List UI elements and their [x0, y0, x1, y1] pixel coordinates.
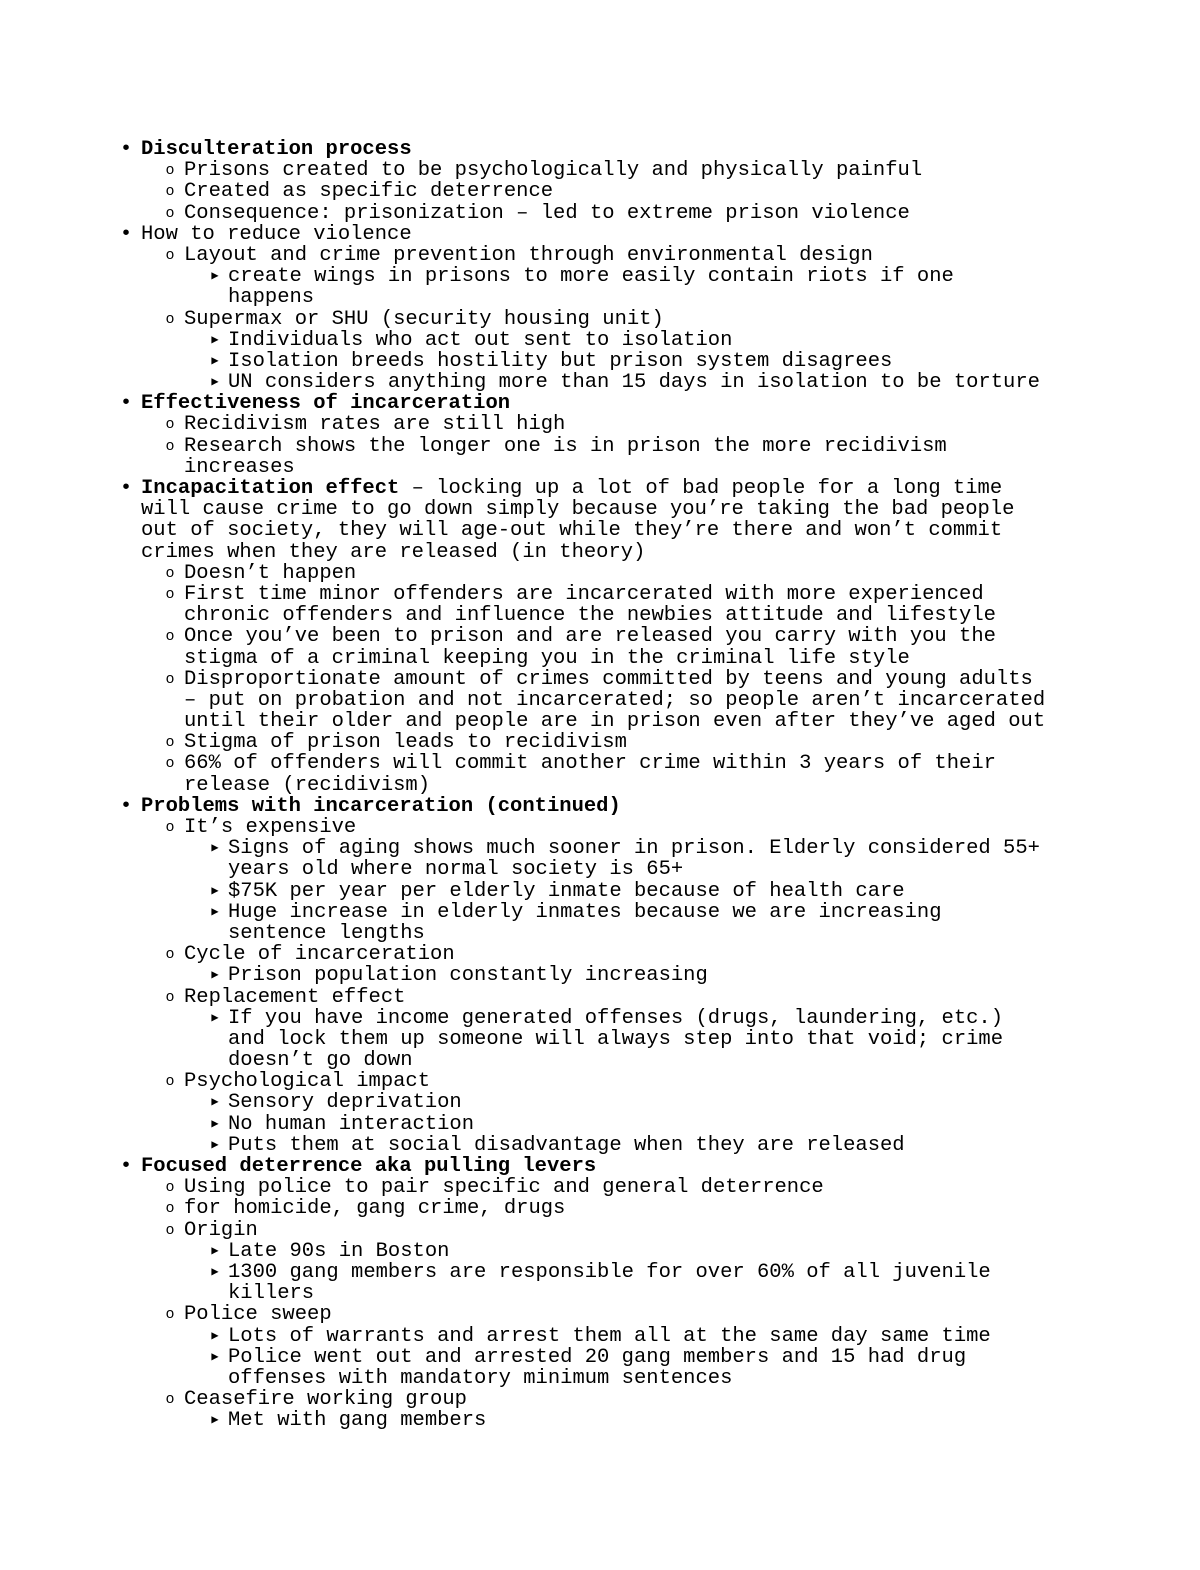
outline-line-level-3	[0, 1326, 1200, 1347]
text-segment: out of society, they will age-out while they’re there and won’t commit	[141, 519, 1003, 543]
outline-line-level-2	[0, 711, 1200, 732]
bold-heading-text: Incapacitation effect	[141, 477, 400, 500]
outline-line-level-2	[0, 436, 1200, 457]
text-segment: Late 90s in Boston	[228, 1239, 450, 1263]
outline-line-level-2	[0, 1198, 1200, 1219]
text-segment: UN considers anything more than 15 days in isolation to be torture	[228, 371, 1040, 395]
text-segment: doesn’t go down	[228, 1049, 413, 1073]
hollow-circle-bullet-icon: o	[165, 585, 175, 603]
triangle-bullet-icon: ▶	[211, 1137, 219, 1152]
outline-line-level-2	[0, 414, 1200, 435]
hollow-circle-bullet-icon: o	[165, 1073, 175, 1091]
outline-line-level-1	[0, 224, 1200, 245]
outline-line-level-3	[0, 1092, 1200, 1113]
bullet-icon: •	[119, 222, 133, 246]
line-text	[184, 245, 873, 266]
text-segment: Met with gang members	[228, 1409, 487, 1433]
line-text	[228, 1050, 413, 1071]
line-text	[184, 181, 553, 202]
hollow-circle-bullet-icon: o	[165, 628, 175, 646]
line-text	[141, 542, 645, 563]
text-segment: Research shows the longer one is in prison the more recidivism	[184, 434, 947, 458]
outline-line-level-1	[0, 796, 1200, 817]
triangle-bullet-icon: ▶	[211, 904, 219, 919]
line-text	[141, 520, 1002, 541]
triangle-bullet-icon: ▶	[211, 1264, 219, 1279]
hollow-circle-bullet-icon: o	[165, 1179, 175, 1197]
line-text	[141, 139, 412, 160]
line-text	[184, 1177, 824, 1198]
line-text	[184, 690, 1045, 711]
bullet-icon: •	[119, 138, 133, 161]
outline-line-level-3	[0, 287, 1200, 308]
hollow-circle-bullet-icon: o	[165, 416, 175, 434]
hollow-circle-bullet-icon: o	[165, 162, 175, 180]
bold-heading-text: Effectiveness of incarceration	[141, 392, 511, 416]
outline-line-level-2	[0, 626, 1200, 647]
line-text	[141, 796, 621, 817]
triangle-bullet-icon: ▶	[211, 1349, 219, 1364]
line-text	[228, 351, 892, 372]
text-segment: until their older and people are in prison even after they’ve aged out	[184, 710, 1046, 734]
text-segment: 1300 gang members are responsible for over 60% of all juvenile	[228, 1260, 991, 1284]
triangle-bullet-icon: ▶	[211, 332, 219, 347]
line-text	[184, 732, 627, 753]
outline-line-level-2	[0, 817, 1200, 838]
line-text	[228, 902, 942, 923]
line-text	[184, 160, 922, 181]
triangle-bullet-icon: ▶	[211, 1328, 219, 1343]
text-segment: No human interaction	[228, 1112, 475, 1136]
outline-line-level-1	[0, 542, 1200, 563]
hollow-circle-bullet-icon: o	[165, 204, 175, 222]
outline-line-level-3	[0, 330, 1200, 351]
text-segment: increases	[184, 455, 295, 479]
line-text	[184, 669, 1033, 690]
outline-line-level-2	[0, 944, 1200, 965]
outline-line-level-2	[0, 1389, 1200, 1410]
text-segment: Police went out and arrested 20 gang members and 15 had drug	[228, 1345, 967, 1369]
hollow-circle-bullet-icon: o	[165, 183, 175, 201]
line-text	[184, 648, 910, 669]
text-segment: stigma of a criminal keeping you in the criminal life style	[184, 646, 910, 670]
line-text	[228, 287, 314, 308]
line-text	[228, 1092, 462, 1113]
outline-line-level-3	[0, 372, 1200, 393]
outline-line-level-2	[0, 605, 1200, 626]
text-segment: Ceasefire working group	[184, 1388, 467, 1412]
text-segment: sentence lengths	[228, 921, 425, 945]
hollow-circle-bullet-icon: o	[165, 946, 175, 964]
text-segment: Prisons created to be psychologically and physically painful	[184, 159, 923, 183]
line-text	[228, 1008, 1003, 1029]
line-text	[141, 1156, 596, 1177]
outline-line-level-2	[0, 1071, 1200, 1092]
text-segment: for homicide, gang crime, drugs	[184, 1197, 566, 1221]
text-segment: chronic offenders and influence the newbies attitude and lifestyle	[184, 604, 996, 628]
hollow-circle-bullet-icon: o	[165, 1221, 175, 1239]
text-segment: 66% of offenders will commit another crime within 3 years of their	[184, 752, 996, 776]
outline-line-level-2	[0, 1220, 1200, 1241]
text-segment: create wings in prisons to more easily contain riots if one	[228, 265, 954, 289]
line-text	[141, 478, 1002, 499]
outline-line-level-3	[0, 902, 1200, 923]
line-text	[184, 1304, 332, 1325]
outline-line-level-3	[0, 1050, 1200, 1071]
hollow-circle-bullet-icon: o	[165, 988, 175, 1006]
line-text	[228, 859, 683, 880]
line-text	[141, 224, 412, 245]
text-segment: Puts them at social disadvantage when they are released	[228, 1133, 905, 1157]
line-text	[228, 1326, 991, 1347]
outline-line-level-3	[0, 838, 1200, 859]
outline-line-level-3	[0, 1410, 1200, 1431]
text-segment: First time minor offenders are incarcerated with more experienced	[184, 582, 984, 606]
text-segment: Disproportionate amount of crimes committed by teens and young adults	[184, 667, 1033, 691]
bullet-icon: •	[119, 1155, 133, 1178]
outline-line-level-2	[0, 584, 1200, 605]
outline-line-level-1	[0, 478, 1200, 499]
line-text	[228, 372, 1040, 393]
bullet-icon: •	[119, 477, 133, 500]
line-text	[141, 499, 1014, 520]
line-text	[184, 436, 947, 457]
hollow-circle-bullet-icon: o	[165, 819, 175, 836]
hollow-circle-bullet-icon: o	[165, 310, 175, 328]
text-segment: Consequence: prisonization – led to extreme prison violence	[184, 201, 910, 225]
line-text	[184, 711, 1045, 732]
triangle-bullet-icon: ▶	[211, 841, 219, 856]
text-segment: Sensory deprivation	[228, 1091, 462, 1115]
text-segment: Using police to pair specific and general deterrence	[184, 1176, 824, 1200]
text-segment: crimes when they are released (in theory)	[141, 540, 646, 564]
bold-heading-text: Focused deterrence aka pulling levers	[141, 1155, 597, 1178]
outline-line-level-3	[0, 1114, 1200, 1135]
outline-line-level-3	[0, 1241, 1200, 1262]
bold-heading-text: Disculteration process	[141, 138, 412, 161]
outline-line-level-2	[0, 1177, 1200, 1198]
line-text	[184, 605, 996, 626]
text-segment: – put on probation and not incarcerated; so people aren’t incarcerated	[184, 688, 1046, 712]
triangle-bullet-icon: ▶	[211, 1413, 219, 1428]
text-segment: release (recidivism)	[184, 773, 431, 797]
text-segment: Huge increase in elderly inmates because we are increasing	[228, 900, 942, 924]
line-text	[228, 266, 954, 287]
outline-line-level-3	[0, 1029, 1200, 1050]
outline-line-level-3	[0, 351, 1200, 372]
line-text	[184, 584, 984, 605]
text-segment: Recidivism rates are still high	[184, 413, 566, 437]
text-segment: offenses with mandatory minimum sentences	[228, 1366, 733, 1390]
hollow-circle-bullet-icon: o	[165, 670, 175, 688]
line-text	[184, 457, 295, 478]
outline-line-level-3	[0, 1347, 1200, 1368]
text-segment: If you have income generated offenses (drugs, laundering, etc.)	[228, 1006, 1004, 1030]
text-segment: happens	[228, 286, 315, 310]
triangle-bullet-icon: ▶	[211, 1010, 219, 1025]
line-text	[184, 203, 910, 224]
outline-line-level-2	[0, 753, 1200, 774]
outline-line-level-3	[0, 881, 1200, 902]
text-segment: Police sweep	[184, 1303, 332, 1327]
line-text	[228, 881, 905, 902]
bold-heading-text: Problems with incarceration (continued)	[141, 794, 621, 818]
outline-line-level-2	[0, 203, 1200, 224]
line-text	[228, 838, 1040, 859]
triangle-bullet-icon: ▶	[211, 1095, 219, 1110]
text-segment: Supermax or SHU (security housing unit)	[184, 307, 664, 331]
line-text	[184, 1220, 258, 1241]
outline-line-level-3	[0, 859, 1200, 880]
line-text	[228, 330, 732, 351]
outline-notes	[0, 139, 1200, 1431]
line-text	[228, 1241, 449, 1262]
text-segment: Doesn’t happen	[184, 561, 357, 585]
line-text	[184, 309, 664, 330]
line-text	[228, 1410, 486, 1431]
text-segment: killers	[228, 1282, 315, 1306]
line-text	[184, 626, 996, 647]
text-segment: and lock them up someone will always step into that void; crime	[228, 1027, 1004, 1051]
hollow-circle-bullet-icon: o	[165, 1200, 175, 1218]
line-text	[228, 1283, 314, 1304]
line-text	[184, 817, 356, 838]
triangle-bullet-icon: ▶	[211, 269, 219, 284]
outline-line-level-1	[0, 139, 1200, 160]
text-segment: Once you’ve been to prison and are released you carry with you the	[184, 625, 996, 649]
hollow-circle-bullet-icon: o	[165, 246, 175, 264]
outline-line-level-3	[0, 965, 1200, 986]
outline-line-level-2	[0, 563, 1200, 584]
text-segment: Signs of aging shows much sooner in prison. Elderly considered 55+	[228, 837, 1040, 861]
outline-line-level-3	[0, 923, 1200, 944]
line-text	[228, 1029, 1003, 1050]
triangle-bullet-icon: ▶	[211, 375, 219, 390]
hollow-circle-bullet-icon: o	[165, 1306, 175, 1324]
hollow-circle-bullet-icon: o	[165, 564, 175, 582]
line-text	[184, 775, 430, 796]
outline-line-level-2	[0, 690, 1200, 711]
outline-line-level-2	[0, 669, 1200, 690]
hollow-circle-bullet-icon: o	[165, 734, 175, 752]
text-segment: Isolation breeds hostility but prison system disagrees	[228, 349, 893, 373]
line-text	[141, 393, 510, 414]
outline-line-level-2	[0, 309, 1200, 330]
line-text	[184, 944, 455, 965]
outline-line-level-1	[0, 499, 1200, 520]
text-segment: Lots of warrants and arrest them all at the same day same time	[228, 1324, 991, 1348]
triangle-bullet-icon: ▶	[211, 1116, 219, 1131]
outline-line-level-2	[0, 457, 1200, 478]
line-text	[184, 753, 996, 774]
text-segment: Layout and crime prevention through environmental design	[184, 243, 873, 267]
bullet-icon: •	[119, 794, 133, 818]
outline-line-level-1	[0, 1156, 1200, 1177]
bullet-icon: •	[119, 392, 133, 416]
text-segment: Cycle of incarceration	[184, 943, 455, 967]
hollow-circle-bullet-icon: o	[165, 1391, 175, 1409]
text-segment: Prison population constantly increasing	[228, 964, 708, 988]
triangle-bullet-icon: ▶	[211, 968, 219, 983]
text-segment: Individuals who act out sent to isolation	[228, 328, 733, 352]
outline-line-level-3	[0, 1262, 1200, 1283]
outline-line-level-2	[0, 775, 1200, 796]
line-text	[184, 987, 405, 1008]
text-segment: Psychological impact	[184, 1070, 431, 1094]
text-segment: How to reduce violence	[141, 222, 412, 246]
outline-line-level-2	[0, 245, 1200, 266]
text-segment: Replacement effect	[184, 985, 406, 1009]
line-text	[184, 563, 356, 584]
outline-line-level-3	[0, 1008, 1200, 1029]
text-segment: – locking up a lot of bad people for a long time	[399, 477, 1003, 500]
outline-line-level-1	[0, 393, 1200, 414]
text-segment: will cause crime to go down simply because you’re taking the bad people	[141, 498, 1015, 522]
triangle-bullet-icon: ▶	[211, 883, 219, 898]
outline-line-level-3	[0, 1368, 1200, 1389]
text-segment: $75K per year per elderly inmate because of health care	[228, 879, 905, 903]
outline-line-level-2	[0, 160, 1200, 181]
text-segment: Stigma of prison leads to recidivism	[184, 731, 627, 755]
line-text	[228, 1114, 474, 1135]
line-text	[184, 1071, 430, 1092]
triangle-bullet-icon: ▶	[211, 353, 219, 368]
text-segment: Created as specific deterrence	[184, 180, 554, 204]
line-text	[228, 1135, 905, 1156]
line-text	[184, 414, 565, 435]
outline-line-level-2	[0, 1304, 1200, 1325]
outline-line-level-2	[0, 987, 1200, 1008]
outline-line-level-2	[0, 181, 1200, 202]
outline-line-level-1	[0, 520, 1200, 541]
triangle-bullet-icon: ▶	[211, 1243, 219, 1258]
outline-line-level-2	[0, 648, 1200, 669]
line-text	[228, 1347, 966, 1368]
text-segment: Origin	[184, 1218, 258, 1242]
hollow-circle-bullet-icon: o	[165, 755, 175, 773]
outline-line-level-3	[0, 1135, 1200, 1156]
line-text	[184, 1198, 565, 1219]
text-segment: It’s expensive	[184, 816, 357, 839]
outline-line-level-3	[0, 1283, 1200, 1304]
text-segment: years old where normal society is 65+	[228, 858, 684, 882]
line-text	[228, 1262, 991, 1283]
outline-line-level-3	[0, 266, 1200, 287]
hollow-circle-bullet-icon: o	[165, 437, 175, 455]
line-text	[228, 923, 425, 944]
line-text	[228, 1368, 732, 1389]
outline-line-level-2	[0, 732, 1200, 753]
line-text	[184, 1389, 467, 1410]
line-text	[228, 965, 708, 986]
